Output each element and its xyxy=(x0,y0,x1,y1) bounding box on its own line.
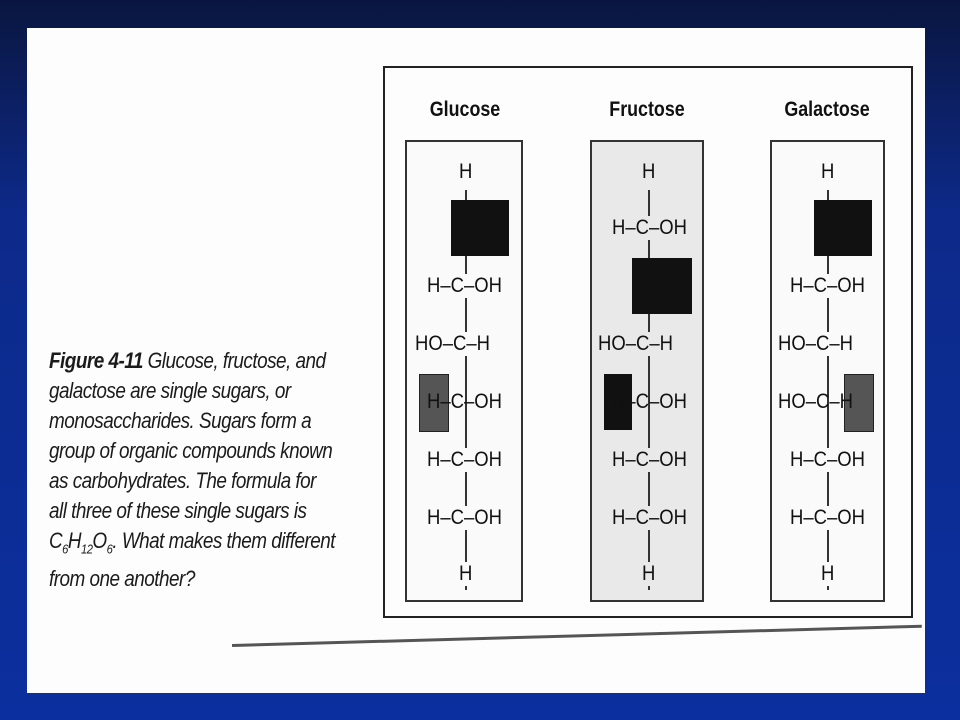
glucose-row-1: H xyxy=(459,160,473,183)
galactose-row-6: H–C–OH xyxy=(790,448,865,471)
galactose-row-1: H xyxy=(821,160,835,183)
caption-line-8: from one another? xyxy=(49,566,195,592)
glucose-panel xyxy=(405,140,523,602)
caption-line-1: Glucose, fructose, and xyxy=(142,348,326,373)
galactose-panel xyxy=(770,140,885,602)
glucose-row-3: H–C–OH xyxy=(427,274,502,297)
fructose-row-4: HO–C–H xyxy=(598,332,673,355)
galactose-row-4: HO–C–H xyxy=(778,332,853,355)
fructose-carbonyl-block xyxy=(632,258,692,314)
fructose-row-8: H xyxy=(642,562,656,585)
glucose-row-7: H–C–OH xyxy=(427,506,502,529)
scan-divider-line xyxy=(232,625,922,647)
slide-page xyxy=(27,28,925,693)
glucose-title: Glucose xyxy=(429,98,501,121)
galactose-carbonyl-block xyxy=(814,200,872,256)
fructose-row-6: H–C–OH xyxy=(612,448,687,471)
caption-line-6: all three of these single sugars is xyxy=(49,498,307,523)
fructose-title: Fructose xyxy=(609,98,685,121)
galactose-row-8: H xyxy=(821,562,835,585)
glucose-row-6: H–C–OH xyxy=(427,448,502,471)
caption-line-4: group of organic compounds known xyxy=(49,438,333,463)
fructose-row-5: H–C–OH xyxy=(612,390,687,413)
caption-line-7: $C_6H_{12}O_6$. What makes them different xyxy=(49,528,336,557)
galactose-row-7: H–C–OH xyxy=(790,506,865,529)
caption-line-2: galactose are single sugars, or xyxy=(49,378,291,403)
glucose-row-4: HO–C–H xyxy=(415,332,490,355)
figure-caption xyxy=(49,346,341,594)
fructose-panel xyxy=(590,140,704,602)
galactose-row-3: H–C–OH xyxy=(790,274,865,297)
fructose-row-1: H xyxy=(642,160,656,183)
caption-line-3: monosaccharides. Sugars form a xyxy=(49,408,312,433)
caption-line-5: as carbohydrates. The formula for xyxy=(49,468,316,493)
glucose-row-8: H xyxy=(459,562,473,585)
galactose-title: Galactose xyxy=(784,98,870,121)
fructose-row-7: H–C–OH xyxy=(612,506,687,529)
figure-label: Figure 4-11 xyxy=(49,348,143,373)
galactose-row-5: HO–C–H xyxy=(778,390,853,413)
glucose-row-5: H–C–OH xyxy=(427,390,502,413)
fructose-row-2: H–C–OH xyxy=(612,216,687,239)
glucose-carbonyl-block xyxy=(451,200,509,256)
